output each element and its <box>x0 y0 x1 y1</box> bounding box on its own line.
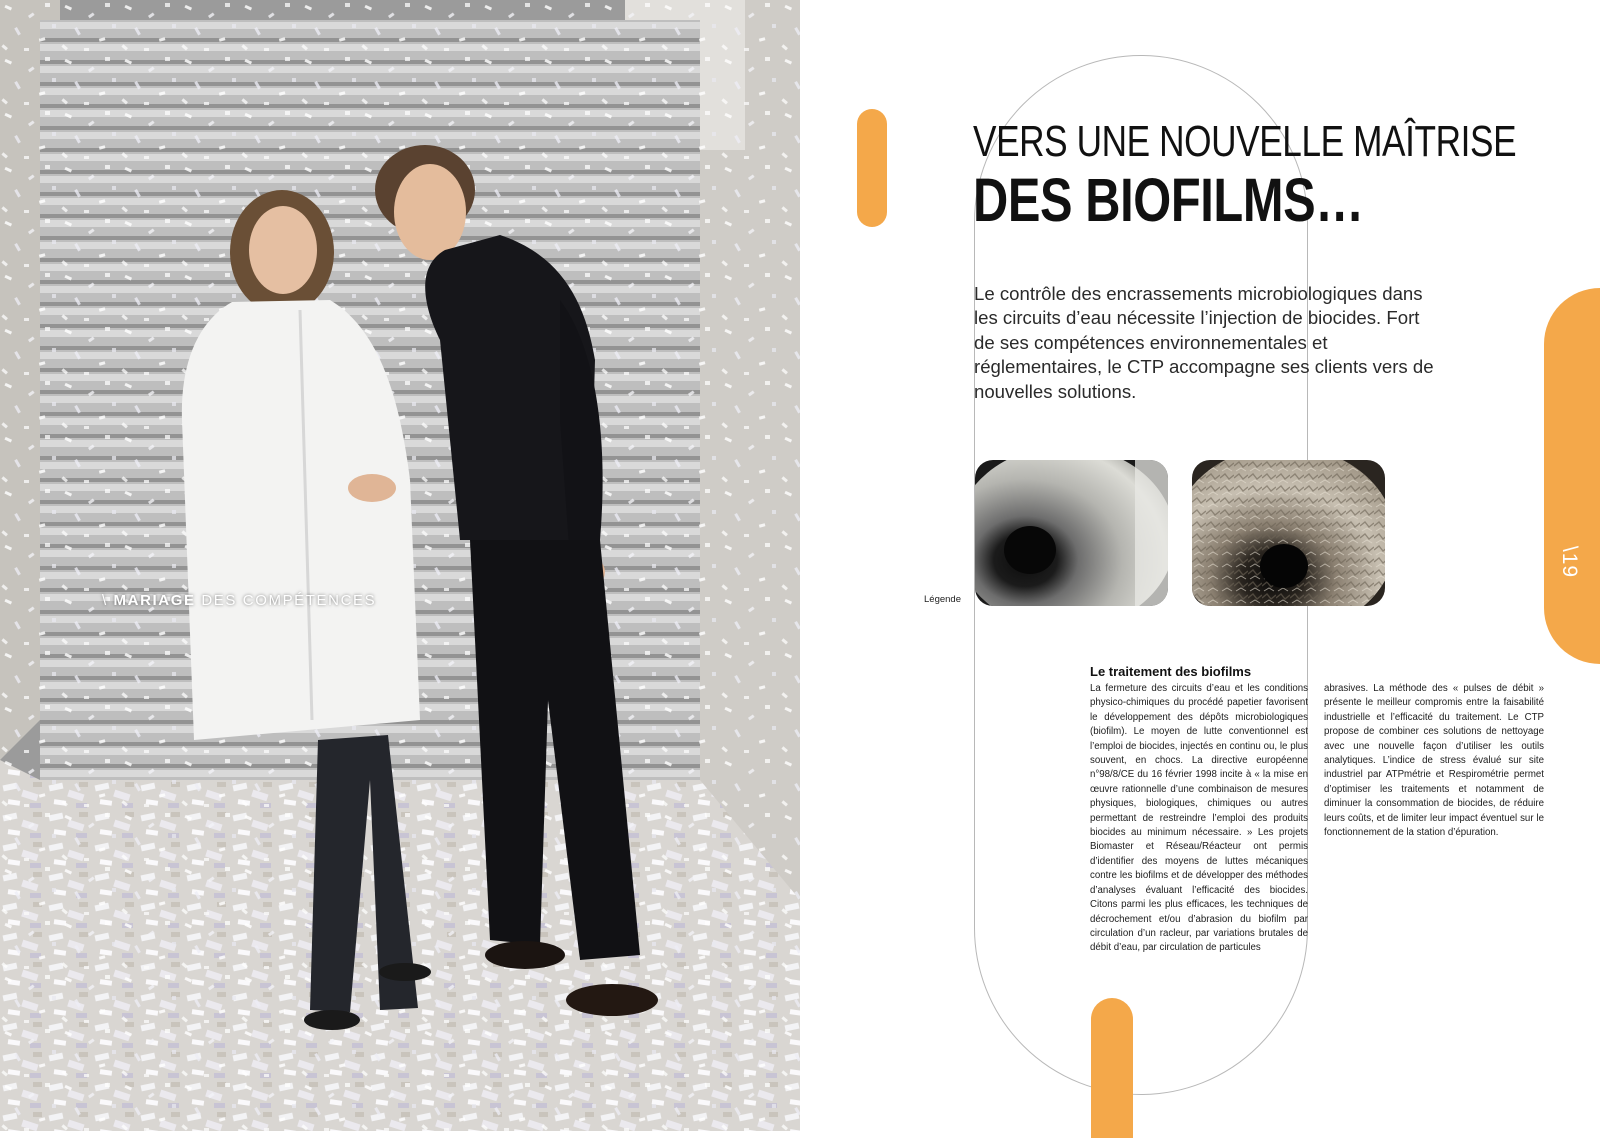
caption-bold-word: MARIAGE <box>113 592 196 609</box>
page-number-text: \19 <box>1557 545 1581 579</box>
article-column-2: abrasives. La méthode des « pulses de débit » présente le meilleur compromis entre la faisabilité industrielle et l’efficacité du traitement. Le CTP propose de combiner ces solutions de nettoyage avec une nouvelle façon d’utiliser les outils analytiques. L’indice de stress évalué sur site industriel par ATPmétrie et Respirométrie permet d’optimiser les traitements et notamment de diminuer la consommation de biocides, de réduire leurs coûts, et de limiter leur impact éventuel sur le fonctionnement de la station d’épuration. <box>1324 683 1544 839</box>
article-title: Le traitement des biofilms <box>1090 664 1252 679</box>
caption-prefix: \ <box>102 592 114 609</box>
pipe-image-fouled <box>1192 460 1385 606</box>
cover-photo <box>0 0 800 1131</box>
pipe-image-clean <box>975 460 1168 606</box>
article-column-1: La fermeture des circuits d’eau et les conditions physico-chimiques du procédé papetier favorisent le développement des dépôts microbiologiques (biofilm). Le moyen de lutte conventionnel est l’emploi de biocides, injectés en continu ou, le plus souvent, en chocs. La directive européenne n°98/8/CE du 16 février 1998 incite à « la mise en œuvre rationnelle d’une combinaison de mesures physiques, biologiques, chimiques ou autres permettant de restreindre l’emploi des produits biocides au minimum nécessaire. » Les projets Biomaster et Réseau/Réacteur ont permis d’identifier des moyens de luttes mécaniques contre les biofilms et de développer des méthodes d’analyses évaluant l’efficacité des biocides. Citons parmi les plus efficaces, les techniques de décrochement et/ou d’abrasion du biofilm par circulation d’un racleur, par variations brutales de débit d’eau, par circulation de particules <box>1090 683 1308 954</box>
headline <box>973 116 1600 232</box>
page-number <box>1546 535 1592 589</box>
orange-bottom-pill-decoration <box>1091 998 1133 1138</box>
page-tab <box>1544 288 1600 664</box>
intro-paragraph: Le contrôle des encrassements microbiologiques dans les circuits d’eau nécessite l’injection de biocides. Fort de ses compétences environnementales et réglementaires, le CTP accompagne ses clients vers de nouvelles solutions. <box>974 283 1434 402</box>
headline-line-2: DES BIOFILMS… <box>973 166 1364 234</box>
section-caption <box>102 592 376 609</box>
image-legend: Légende <box>924 594 961 605</box>
caption-rest: DES COMPÉTENCES <box>195 592 377 609</box>
photo-illustration <box>0 0 800 1131</box>
headline-line-1: VERS UNE NOUVELLE MAÎTRISE <box>973 117 1517 166</box>
orange-pill-decoration <box>857 109 887 227</box>
